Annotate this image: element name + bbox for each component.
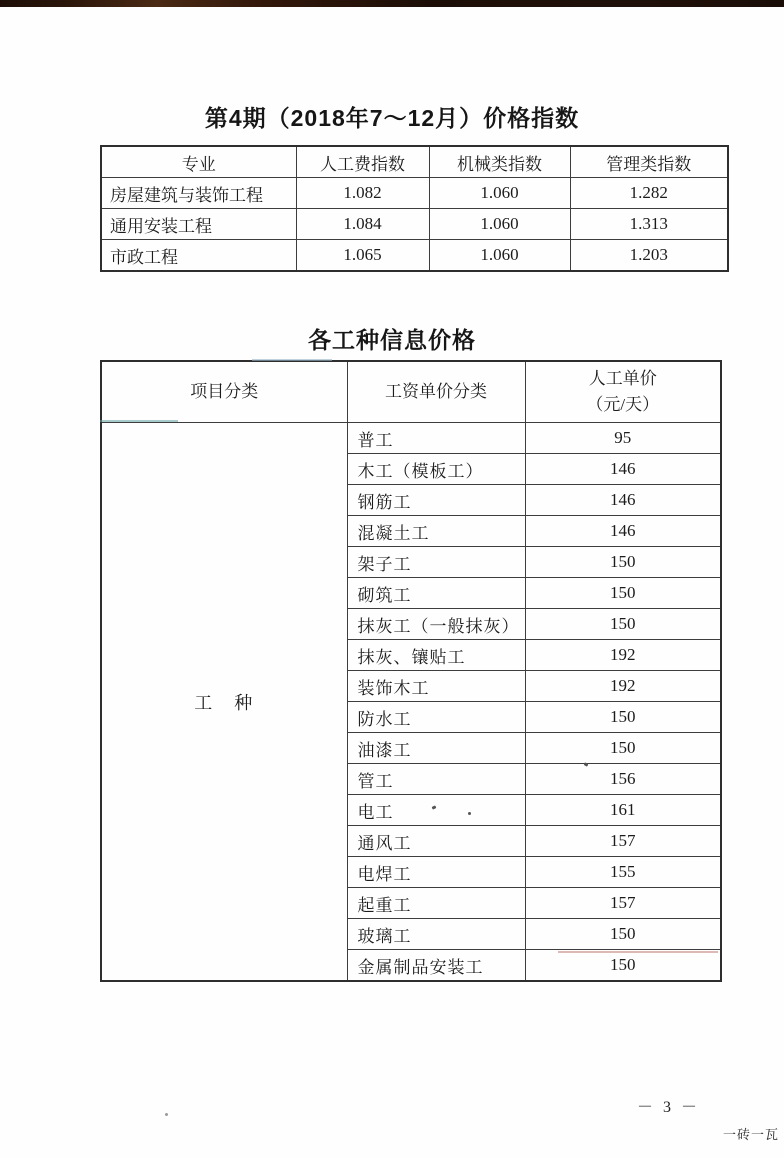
trade-price-cell: 192: [525, 671, 721, 702]
trade-price-title: 各工种信息价格: [308, 327, 476, 353]
specialty-cell: 房屋建筑与装饰工程: [101, 178, 296, 209]
trade-name-cell: 钢筋工: [347, 485, 525, 516]
table-row: [101, 423, 721, 454]
table-header-row: [101, 146, 728, 178]
header-management-index: 管理类指数: [570, 146, 728, 178]
trade-name-cell: 玻璃工: [347, 919, 525, 950]
header-wage-category: 工资单价分类: [347, 361, 525, 423]
trade-name-cell: 油漆工: [347, 733, 525, 764]
machinery-index-cell: 1.060: [429, 240, 570, 272]
machinery-index-cell: 1.060: [429, 209, 570, 240]
trade-price-cell: 150: [525, 919, 721, 950]
trade-name-cell: 架子工: [347, 547, 525, 578]
trade-name-cell: 普工: [347, 423, 525, 454]
trade-price-cell: 155: [525, 857, 721, 888]
management-index-cell: 1.203: [570, 240, 728, 272]
trade-name-cell: 起重工: [347, 888, 525, 919]
labor-index-cell: 1.065: [296, 240, 429, 272]
trade-price-cell: 146: [525, 485, 721, 516]
table-row: [101, 209, 728, 240]
labor-index-cell: 1.084: [296, 209, 429, 240]
trade-price-cell: 161: [525, 795, 721, 826]
price-index-table: [100, 145, 729, 272]
trade-name-cell: 电焊工: [347, 857, 525, 888]
trade-price-cell: 150: [525, 578, 721, 609]
trade-price-cell: 146: [525, 516, 721, 547]
management-index-cell: 1.282: [570, 178, 728, 209]
trade-price-cell: 150: [525, 950, 721, 982]
trade-name-cell: 通风工: [347, 826, 525, 857]
trade-name-cell: 装饰木工: [347, 671, 525, 702]
trade-name-cell: 金属制品安装工: [347, 950, 525, 982]
trade-price-cell: 95: [525, 423, 721, 454]
trade-name-cell: 砌筑工: [347, 578, 525, 609]
scan-edge-strip: [0, 0, 784, 7]
trade-name-cell: 管工: [347, 764, 525, 795]
scan-artifact-dot: [165, 1113, 168, 1116]
price-index-title: 第4期（2018年7～12月）价格指数: [204, 105, 580, 131]
trade-name-cell: 防水工: [347, 702, 525, 733]
header-specialty: 专业: [101, 146, 296, 178]
page-number: － 3 －: [636, 1099, 700, 1116]
header-unit-price-line1: 人工单价: [588, 368, 657, 388]
trade-price-cell: 146: [525, 454, 721, 485]
table-row: [101, 178, 728, 209]
machinery-index-cell: 1.060: [429, 178, 570, 209]
table-header-row: [101, 361, 721, 423]
trade-price-table: [100, 360, 722, 982]
trade-name-cell: 木工（模板工）: [347, 454, 525, 485]
trade-price-cell: 157: [525, 888, 721, 919]
management-index-cell: 1.313: [570, 209, 728, 240]
header-machinery-index: 机械类指数: [429, 146, 570, 178]
category-cell: 工 种: [101, 423, 347, 982]
trade-price-cell: 192: [525, 640, 721, 671]
trade-price-cell: 157: [525, 826, 721, 857]
table-row: [101, 240, 728, 272]
header-unit-price-line2: （元/天）: [586, 395, 660, 414]
trade-name-cell: 抹灰、镶贴工: [347, 640, 525, 671]
header-unit-price: [525, 361, 721, 423]
specialty-cell: 通用安装工程: [101, 209, 296, 240]
trade-price-cell: 150: [525, 547, 721, 578]
trade-price-cell: 156: [525, 764, 721, 795]
trade-price-cell: 150: [525, 702, 721, 733]
trade-price-cell: 150: [525, 609, 721, 640]
trade-price-cell: 150: [525, 733, 721, 764]
header-labor-index: 人工费指数: [296, 146, 429, 178]
watermark: 一砖一瓦: [722, 1127, 779, 1142]
trade-name-cell: 抹灰工（一般抹灰）: [347, 609, 525, 640]
trade-name-cell: 混凝土工: [347, 516, 525, 547]
specialty-cell: 市政工程: [101, 240, 296, 272]
labor-index-cell: 1.082: [296, 178, 429, 209]
trade-name-cell: 电工: [347, 795, 525, 826]
header-project-category: 项目分类: [101, 361, 347, 423]
